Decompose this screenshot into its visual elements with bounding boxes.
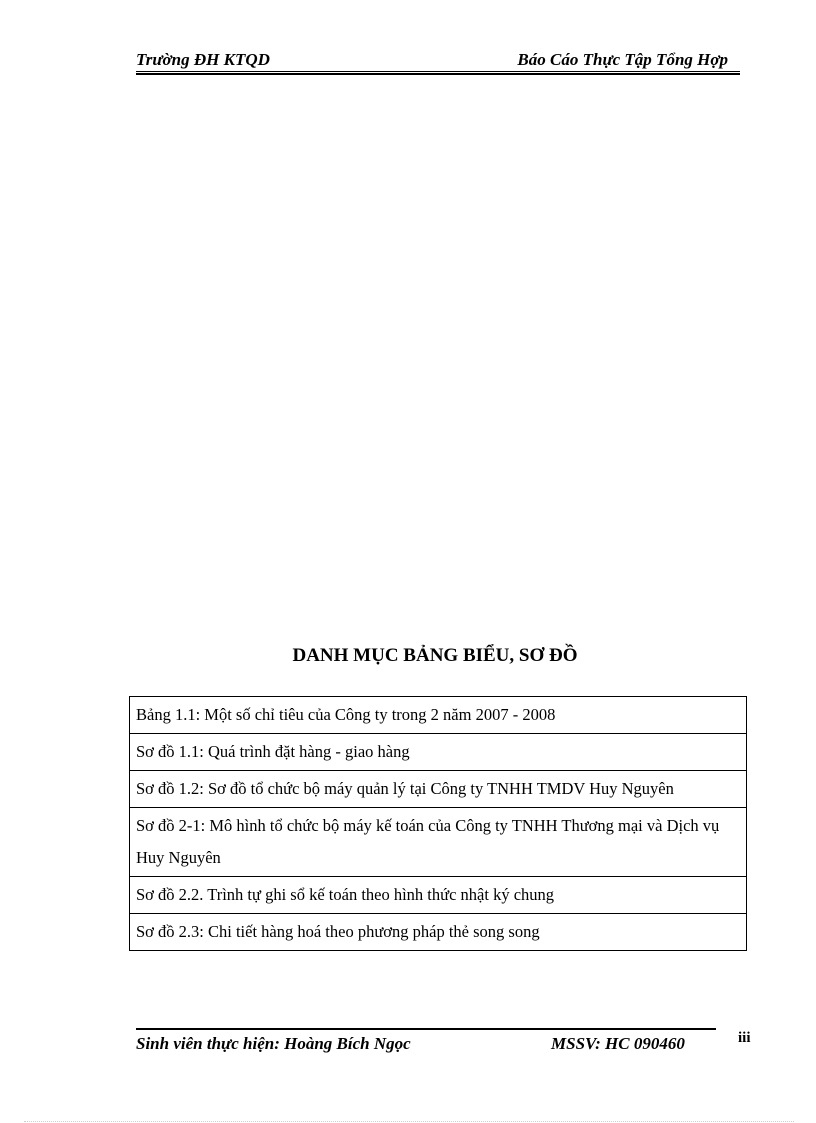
header-report-title: Báo Cáo Thực Tập Tổng Hợp: [517, 50, 728, 69]
figure-list-table: [129, 696, 747, 951]
list-title: DANH MỤC BẢNG BIỂU, SƠ ĐỒ: [292, 645, 578, 666]
table-row: [130, 734, 747, 771]
header-school: Trường ĐH KTQD: [136, 50, 270, 69]
table-row: [130, 697, 747, 734]
table-row: [130, 914, 747, 951]
list-item: Bảng 1.1: Một số chỉ tiêu của Công ty trong 2 năm 2007 - 2008: [130, 697, 747, 734]
list-item: Sơ đồ 2-1: Mô hình tổ chức bộ máy kế toán của Công ty TNHH Thương mại và Dịch vụ Huy Nguyên: [130, 808, 747, 877]
list-item: Sơ đồ 1.1: Quá trình đặt hàng - giao hàng: [130, 734, 747, 771]
page-edge-divider: [24, 1121, 794, 1122]
footer-student-id: MSSV: HC 090460: [551, 1034, 685, 1053]
table-row: [130, 877, 747, 914]
header-rule: [136, 71, 740, 75]
footer-student: Sinh viên thực hiện: Hoàng Bích Ngọc: [136, 1034, 411, 1053]
list-item: Sơ đồ 1.2: Sơ đồ tổ chức bộ máy quản lý tại Công ty TNHH TMDV Huy Nguyên: [130, 771, 747, 808]
list-item: Sơ đồ 2.3: Chi tiết hàng hoá theo phương pháp thẻ song song: [130, 914, 747, 951]
table-row: [130, 808, 747, 877]
footer-rule: [136, 1028, 716, 1030]
page-number: iii: [738, 1030, 751, 1046]
list-item: Sơ đồ 2.2. Trình tự ghi sổ kế toán theo hình thức nhật ký chung: [130, 877, 747, 914]
table-row: [130, 771, 747, 808]
